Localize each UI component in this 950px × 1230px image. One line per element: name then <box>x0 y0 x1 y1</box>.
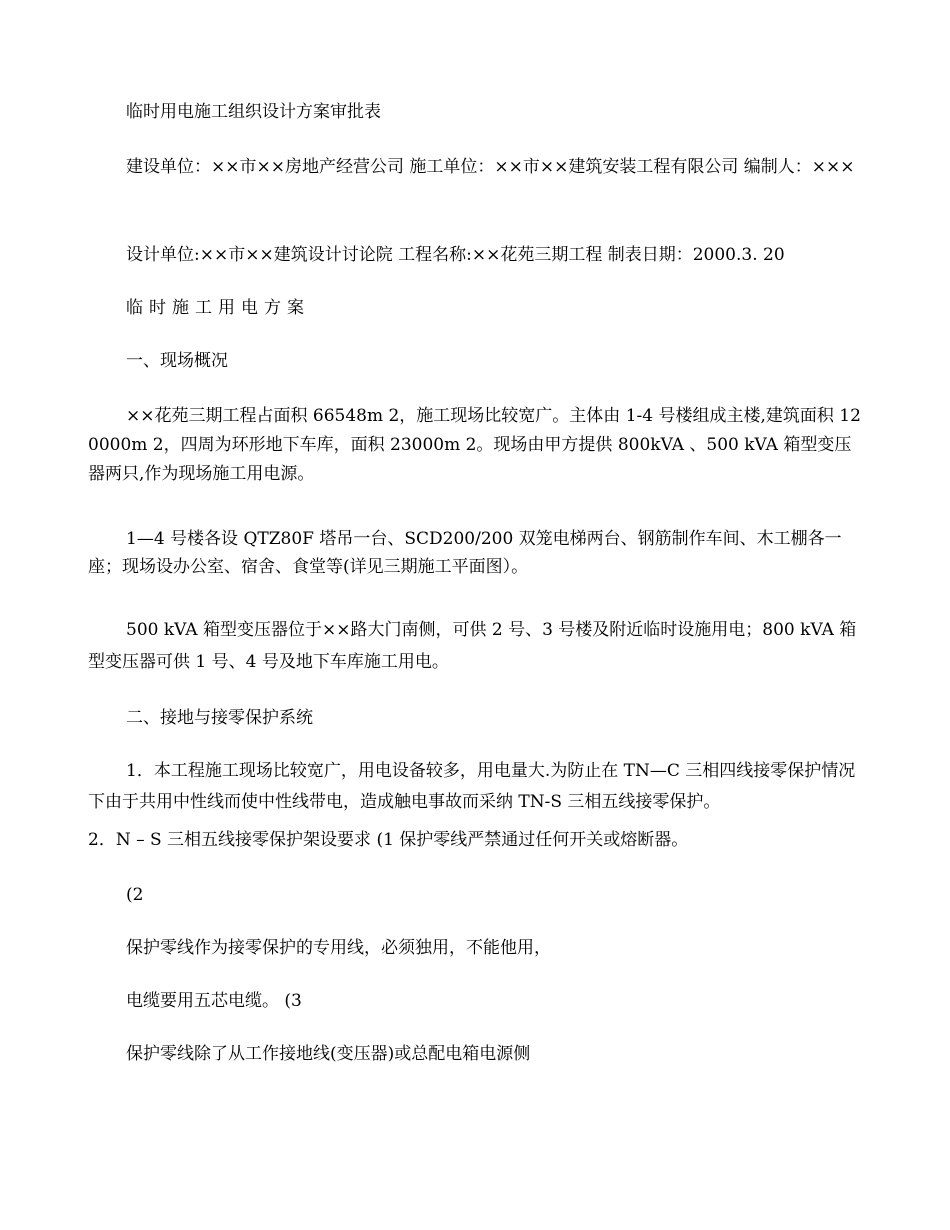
item-2-text: 保护零线作为接零保护的专用线，必须独用，不能他用， <box>126 938 551 958</box>
item-2-marker: (2 <box>126 885 144 905</box>
section-2-paragraph-2: 2．N – S 三相五线接零保护架设要求 (1 保护零线严禁通过任何开关或熔断器。 <box>88 830 689 850</box>
header-line-construction-units: 建设单位：××市××房地产经营公司 施工单位：××市××建筑安装工程有限公司 编制人：××× <box>126 157 855 177</box>
document-title: 临时用电施工组织设计方案审批表 <box>126 102 381 122</box>
header-line-design-unit: 设计单位:××市××建筑设计讨论院 工程名称:××花苑三期工程 制表日期：2000.3. 20 <box>126 245 785 265</box>
section-1-paragraph-1: ××花苑三期工程占面积 66548m 2，施工现场比较宽广。主体由 1-4 号楼组成主楼,建筑面积 120000m 2，四周为环形地下车库，面积 23000m 2。现场由甲方提供 800kVA 、500 kVA 箱型变压器两只,作为现场施工用电源。 <box>88 406 861 484</box>
item-3-text: 保护零线除了从工作接地线(变压器)或总配电箱电源侧 <box>126 1044 531 1064</box>
section-1-heading: 一、现场概况 <box>126 351 228 371</box>
item-2-text-continued: 电缆要用五芯电缆。 (3 <box>126 991 302 1011</box>
section-2-paragraph-1: 1．本工程施工现场比较宽广，用电设备较多，用电量大.为防止在 TN—C 三相四线接零保护情况下由于共用中性线而使中性线带电，造成触电事故而采纳 TN-S 三相五线接零保护。 <box>88 761 856 812</box>
section-1-paragraph-2: 1—4 号楼各设 QTZ80F 塔吊一台、SCD200/200 双笼电梯两台、钢筋制作车间、木工棚各一座；现场设办公室、宿舍、食堂等(详见三期施工平面图）。 <box>88 529 842 577</box>
section-1-paragraph-3: 500 kVA 箱型变压器位于××路大门南侧，可供 2 号、3 号楼及附近临时设施用电；800 kVA 箱型变压器可供 1 号、4 号及地下车库施工用电。 <box>88 620 857 672</box>
plan-title: 临时施工用电方案 <box>126 298 310 318</box>
section-2-heading: 二、接地与接零保护系统 <box>126 708 313 728</box>
